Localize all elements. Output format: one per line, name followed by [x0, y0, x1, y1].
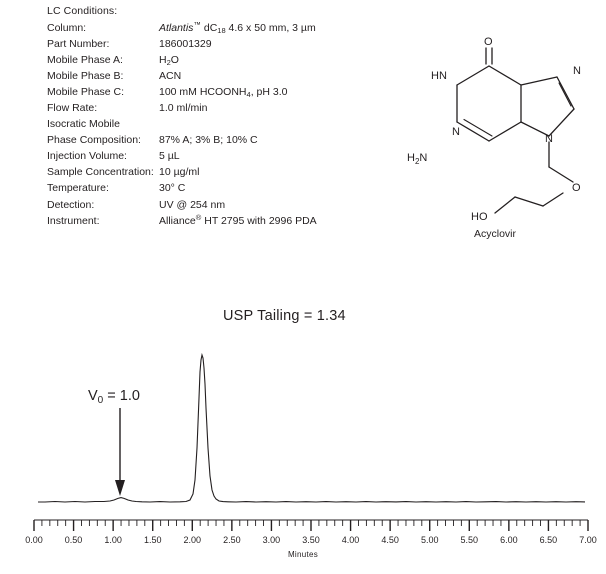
condition-row-flow-rate [47, 103, 377, 114]
condition-value: $H_2O$ [159, 53, 179, 67]
condition-value: Atlantis™ $dC_{18}$ 4.6 x 50 mm, 3 µm [159, 19, 316, 35]
condition-value: 100 mM $HCOONH_4$, pH 3.0 [159, 85, 288, 99]
condition-row-mobile-phase-b [47, 71, 377, 82]
condition-row-injection-volume [47, 151, 377, 162]
condition-label: Mobile Phase A: [47, 53, 123, 66]
condition-value: 10 µg/ml [159, 166, 200, 179]
condition-row-isocratic [47, 119, 377, 130]
x-tick-label: 6.00 [500, 535, 518, 545]
x-tick-label: 3.00 [262, 535, 281, 545]
condition-label: Column: [47, 21, 87, 34]
x-tick-label: 4.50 [381, 535, 399, 545]
condition-label: Instrument: [47, 214, 100, 227]
acyclovir-structure-diagram [395, 30, 595, 240]
condition-row-sample-concentration [47, 167, 377, 178]
condition-label: Mobile Phase B: [47, 69, 124, 82]
atom-label-h2n: $H_2N$ [407, 152, 428, 166]
x-tick-label: 2.00 [183, 535, 202, 545]
condition-row-phase-composition [47, 135, 377, 146]
atom-label-n-ring: N [452, 126, 460, 138]
condition-label: Phase Composition: [47, 134, 141, 147]
molecule-caption: Acyclovir [473, 228, 516, 240]
usp-tailing-annotation: USP Tailing = 1.34 [223, 308, 346, 324]
x-tick-label: 3.50 [302, 535, 320, 545]
condition-row-temperature [47, 183, 377, 194]
x-tick-label: 5.50 [460, 535, 479, 545]
condition-value: 87% A; 3% B; 10% C [159, 134, 258, 147]
condition-value: 1.0 ml/min [159, 101, 208, 114]
atom-label-o-ether: O [572, 182, 581, 194]
condition-label: Mobile Phase C: [47, 85, 125, 98]
x-axis-ticks [34, 520, 588, 531]
condition-value: 30° C [159, 182, 186, 195]
condition-value: 186001329 [159, 37, 212, 50]
atom-label-o-carbonyl: O [484, 36, 493, 48]
condition-label: Injection Volume: [47, 150, 127, 163]
condition-value: Alliance® HT 2795 with 2996 PDA [159, 212, 317, 227]
condition-value: UV @ 254 nm [159, 198, 226, 211]
condition-row-mobile-phase-c [47, 87, 377, 98]
x-tick-label: 2.50 [223, 535, 241, 545]
condition-value: ACN [159, 69, 182, 82]
condition-value: 5 µL [159, 150, 180, 163]
lc-conditions-title: LC Conditions: [47, 5, 118, 17]
condition-label: Part Number: [47, 37, 110, 50]
x-tick-label: 0.50 [64, 535, 83, 545]
x-tick-label: 7.00 [579, 535, 597, 545]
x-tick-label: 4.00 [341, 535, 360, 545]
x-axis-label: Minutes [287, 550, 319, 559]
condition-row-instrument [47, 212, 377, 227]
atom-label-hn: HN [431, 70, 447, 82]
atom-label-ho: HO [471, 211, 488, 223]
chromatogram-plot [0, 280, 606, 569]
condition-label: Flow Rate: [47, 101, 98, 114]
x-tick-label: 5.00 [420, 535, 439, 545]
condition-row-detection [47, 200, 377, 211]
void-volume-annotation: $V_0 = 1.0$ [88, 388, 140, 406]
x-tick-label: 1.00 [104, 535, 122, 545]
x-tick-label: 1.50 [143, 535, 162, 545]
x-tick-label: 0.00 [25, 535, 43, 545]
void-arrow [115, 408, 125, 496]
atom-label-n-imidazole: N [573, 65, 581, 77]
condition-row-mobile-phase-a [47, 55, 377, 66]
condition-label: Detection: [47, 198, 95, 211]
x-tick-label: 6.50 [539, 535, 558, 545]
condition-row-column [47, 19, 377, 35]
condition-label: Sample Concentration: [47, 166, 154, 179]
atom-label-n9: N [545, 133, 553, 145]
condition-label: Isocratic Mobile [47, 118, 120, 131]
lc-conditions-block [47, 6, 377, 232]
condition-label: Temperature: [47, 182, 109, 195]
condition-row-part-number [47, 39, 377, 50]
